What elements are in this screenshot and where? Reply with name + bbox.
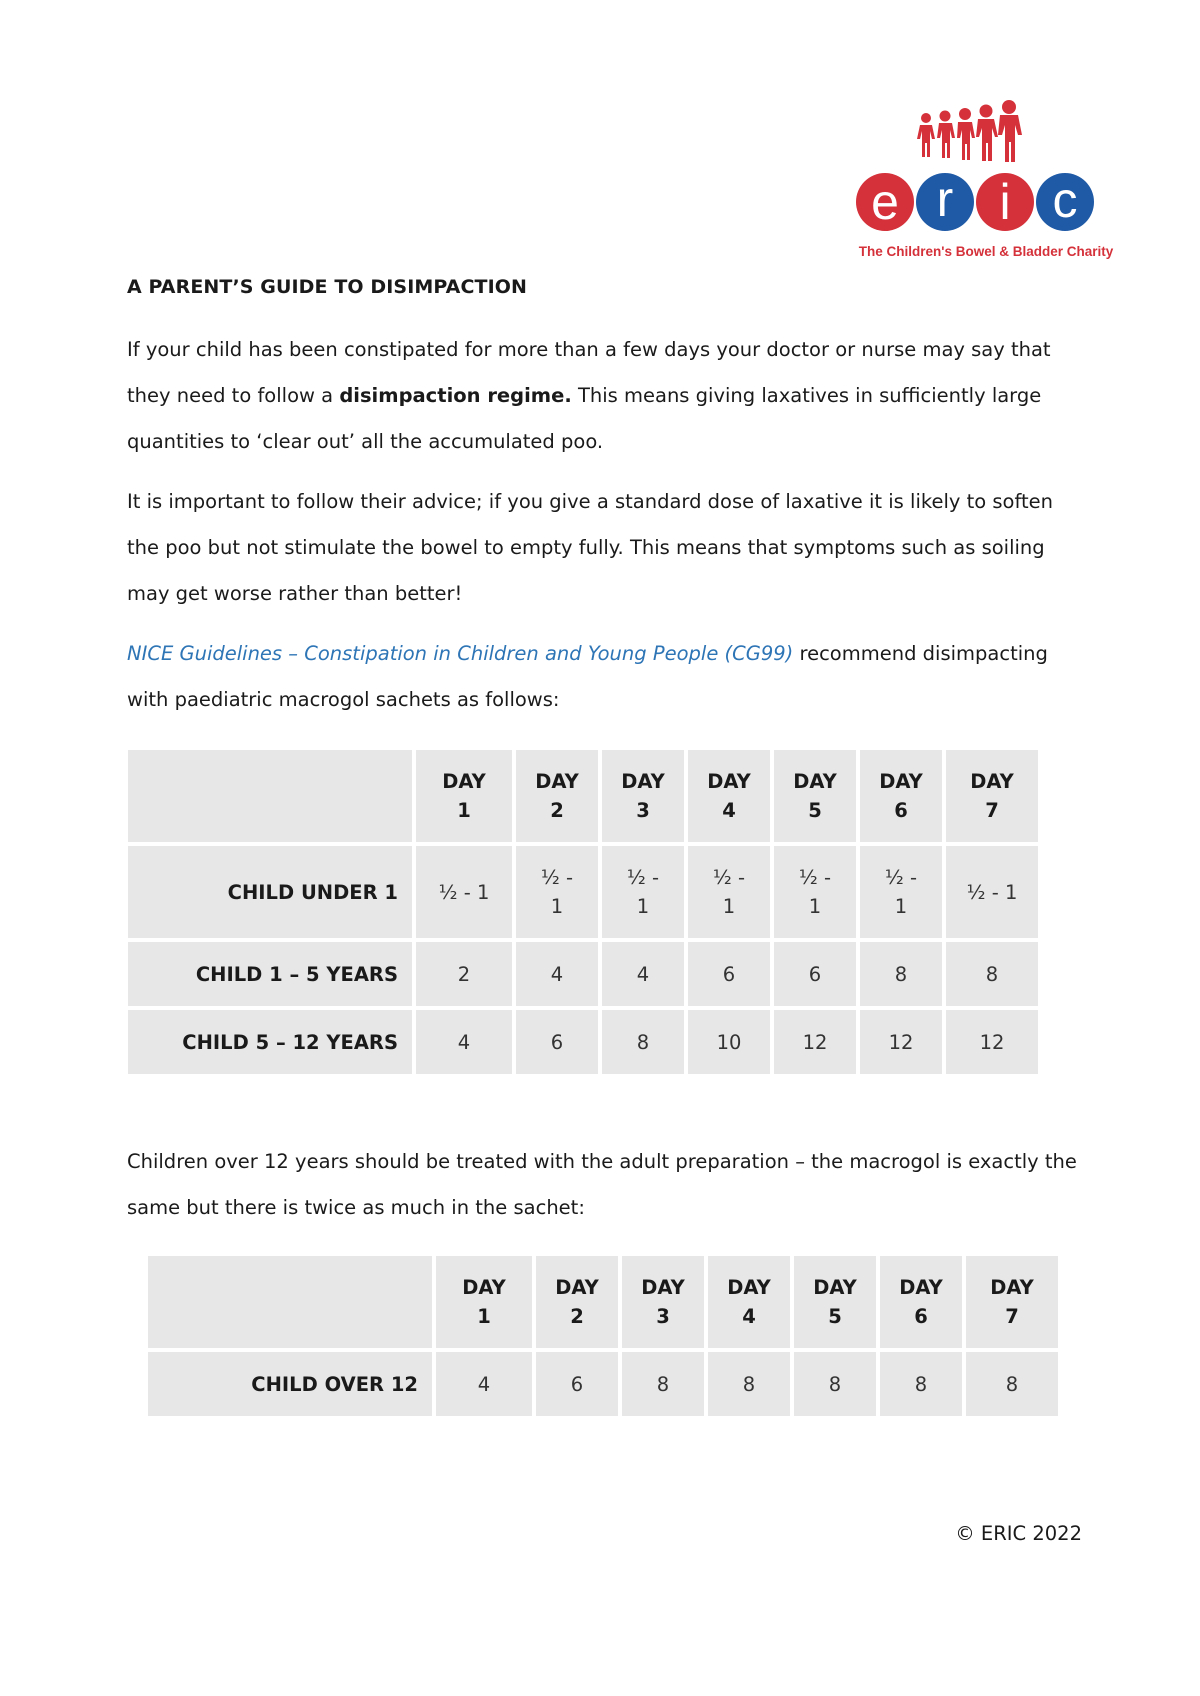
dose-cell: ½ - 1 xyxy=(774,846,856,938)
logo-letter-r: r xyxy=(936,171,954,227)
logo-tagline: The Children's Bowel & Bladder Charity xyxy=(858,244,1114,259)
dose-cell: 4 xyxy=(416,1010,512,1074)
dose-cell: ½ - 1 xyxy=(416,846,512,938)
dose-cell: 6 xyxy=(688,942,770,1006)
dose-cell: 8 xyxy=(794,1352,876,1416)
page-title: A PARENT’S GUIDE TO DISIMPACTION xyxy=(127,276,527,298)
dose-cell: 8 xyxy=(966,1352,1058,1416)
table-row xyxy=(128,1010,1038,1074)
day-header: DAY 6 xyxy=(860,750,942,842)
dose-cell: 8 xyxy=(880,1352,962,1416)
logo-letter-e: e xyxy=(871,174,899,230)
dose-cell: 6 xyxy=(774,942,856,1006)
day-header: DAY 5 xyxy=(774,750,856,842)
dosing-table-paediatric xyxy=(124,746,1042,1078)
table-row xyxy=(128,942,1038,1006)
row-label-1-5-years: CHILD 1 – 5 YEARS xyxy=(128,942,412,1006)
dose-cell: 8 xyxy=(602,1010,684,1074)
nice-guidelines-link[interactable]: NICE Guidelines – Constipation in Children and Young People (CG99) xyxy=(127,642,794,665)
intro-text-after: This means giving laxatives in sufficiently large quantities to ‘clear out’ all the accumulated poo. xyxy=(127,384,1042,453)
row-label-under-1: CHILD UNDER 1 xyxy=(128,846,412,938)
intro-paragraph xyxy=(127,327,1087,465)
day-header: DAY 1 xyxy=(436,1256,532,1348)
dose-cell: 6 xyxy=(536,1352,618,1416)
dose-cell: 8 xyxy=(860,942,942,1006)
row-label-5-12-years: CHILD 5 – 12 YEARS xyxy=(128,1010,412,1074)
family-figures-icon xyxy=(917,100,1022,162)
dose-cell: 8 xyxy=(708,1352,790,1416)
eric-logo xyxy=(852,98,1120,268)
advice-paragraph: It is important to follow their advice; if you give a standard dose of laxative it is likely to soften the poo but not stimulate the bowel to empty fully. This means that symptoms such as soiling may get worse rather than better! xyxy=(127,490,1054,605)
table-header-row xyxy=(148,1256,1058,1348)
table-row xyxy=(148,1352,1058,1416)
dose-cell: ½ - 1 xyxy=(946,846,1038,938)
table-header-row xyxy=(128,750,1038,842)
intro-text-before: If your child has been constipated for more than a few days your doctor or nurse may say that they need to follow a xyxy=(127,338,1051,407)
day-header: DAY 1 xyxy=(416,750,512,842)
day-header: DAY 4 xyxy=(708,1256,790,1348)
dose-cell: 2 xyxy=(416,942,512,1006)
intro-bold-term: disimpaction regime. xyxy=(339,384,572,407)
logo-letter-i: i xyxy=(999,174,1011,230)
day-header: DAY 5 xyxy=(794,1256,876,1348)
dose-cell: 4 xyxy=(436,1352,532,1416)
day-header: DAY 7 xyxy=(946,750,1038,842)
table-corner-cell xyxy=(128,750,412,842)
day-header: DAY 6 xyxy=(880,1256,962,1348)
dose-cell: 4 xyxy=(516,942,598,1006)
copyright-footer: © ERIC 2022 xyxy=(955,1522,1082,1545)
day-header: DAY 2 xyxy=(536,1256,618,1348)
dose-cell: 4 xyxy=(602,942,684,1006)
dose-cell: 12 xyxy=(774,1010,856,1074)
dose-cell: 12 xyxy=(946,1010,1038,1074)
guidelines-text-after: recommend disimpacting with paediatric macrogol sachets as follows: xyxy=(127,642,1048,711)
dose-cell: 6 xyxy=(516,1010,598,1074)
day-header: DAY 3 xyxy=(602,750,684,842)
guidelines-paragraph xyxy=(127,631,1087,723)
eric-logo-graphic xyxy=(852,98,1120,243)
over-12-paragraph: Children over 12 years should be treated with the adult preparation – the macrogol is exactly the same but there is twice as much in the sachet: xyxy=(127,1150,1077,1219)
dose-cell: 10 xyxy=(688,1010,770,1074)
dose-cell: 8 xyxy=(622,1352,704,1416)
dose-cell: ½ - 1 xyxy=(602,846,684,938)
dose-cell: ½ - 1 xyxy=(688,846,770,938)
day-header: DAY 4 xyxy=(688,750,770,842)
day-header: DAY 2 xyxy=(516,750,598,842)
dosing-table-adult xyxy=(144,1252,1062,1420)
dose-cell: 12 xyxy=(860,1010,942,1074)
dose-cell: ½ - 1 xyxy=(860,846,942,938)
row-label-over-12: CHILD OVER 12 xyxy=(148,1352,432,1416)
table-corner-cell xyxy=(148,1256,432,1348)
logo-letter-c: c xyxy=(1052,172,1078,228)
table-row xyxy=(128,846,1038,938)
dose-cell: 8 xyxy=(946,942,1038,1006)
day-header: DAY 7 xyxy=(966,1256,1058,1348)
dose-cell: ½ - 1 xyxy=(516,846,598,938)
day-header: DAY 3 xyxy=(622,1256,704,1348)
